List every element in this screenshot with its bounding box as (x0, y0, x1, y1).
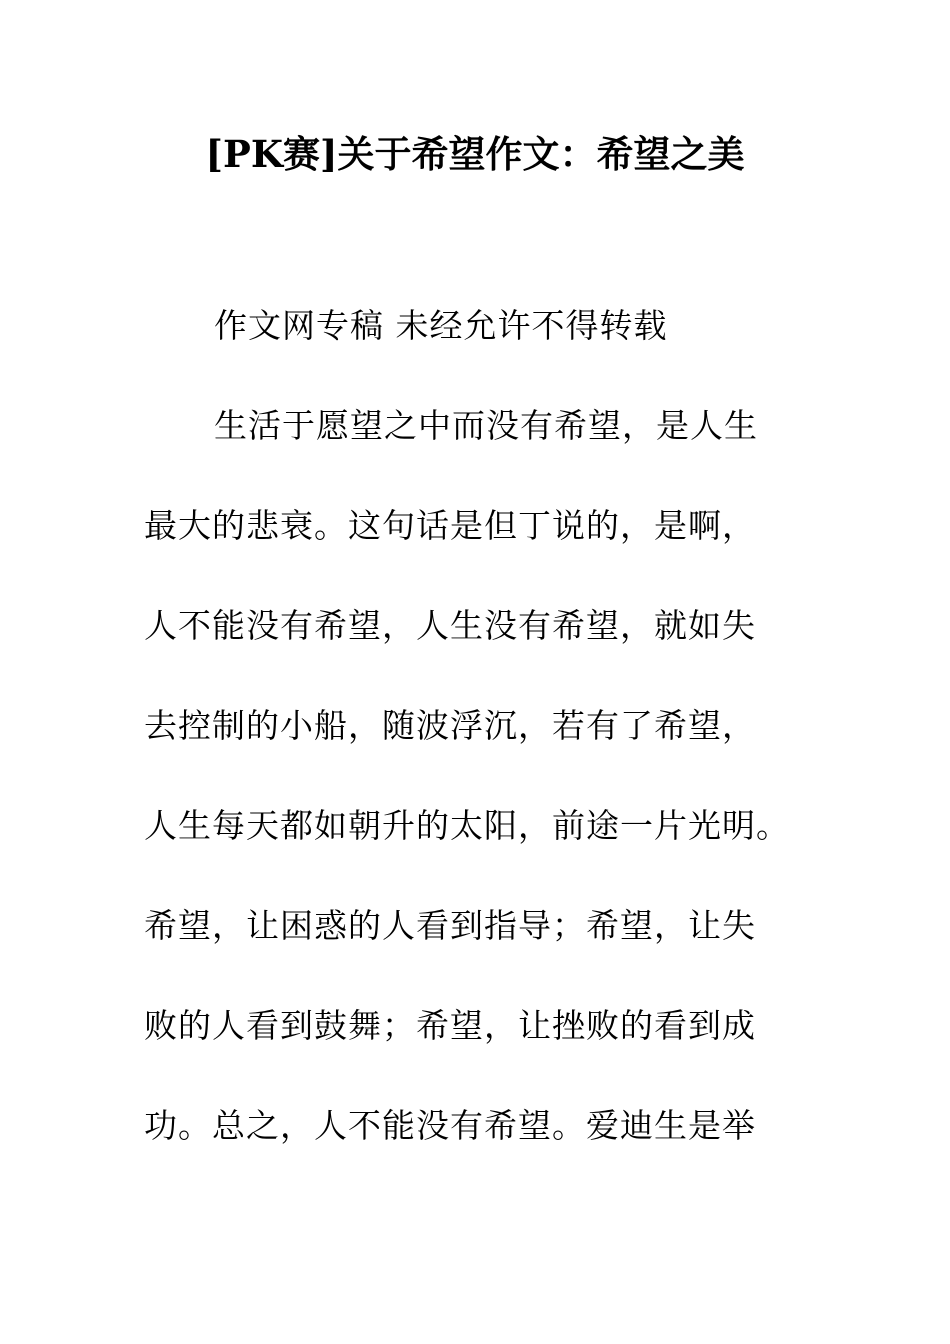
paragraph-line: 最大的悲衰。这句话是但丁说的，是啊， (144, 506, 756, 545)
paragraph-line: 去控制的小船，随波浮沉，若有了希望， (144, 706, 756, 745)
paragraph-line: 败的人看到鼓舞；希望，让挫败的看到成 (144, 1006, 756, 1045)
byline: 作文网专稿 未经允许不得转载 (214, 306, 668, 345)
paragraph-line: 人生每天都如朝升的太阳，前途一片光明。 (144, 806, 790, 845)
document-title: [PK赛]关于希望作文：希望之美 (205, 132, 745, 176)
paragraph-line: 人不能没有希望，人生没有希望，就如失 (144, 606, 756, 645)
paragraph-line: 功。总之，人不能没有希望。爱迪生是举 (144, 1106, 756, 1145)
paragraph-line: 希望，让困惑的人看到指导；希望，让失 (144, 906, 756, 945)
paragraph-line: 生活于愿望之中而没有希望，是人生 (214, 406, 758, 445)
